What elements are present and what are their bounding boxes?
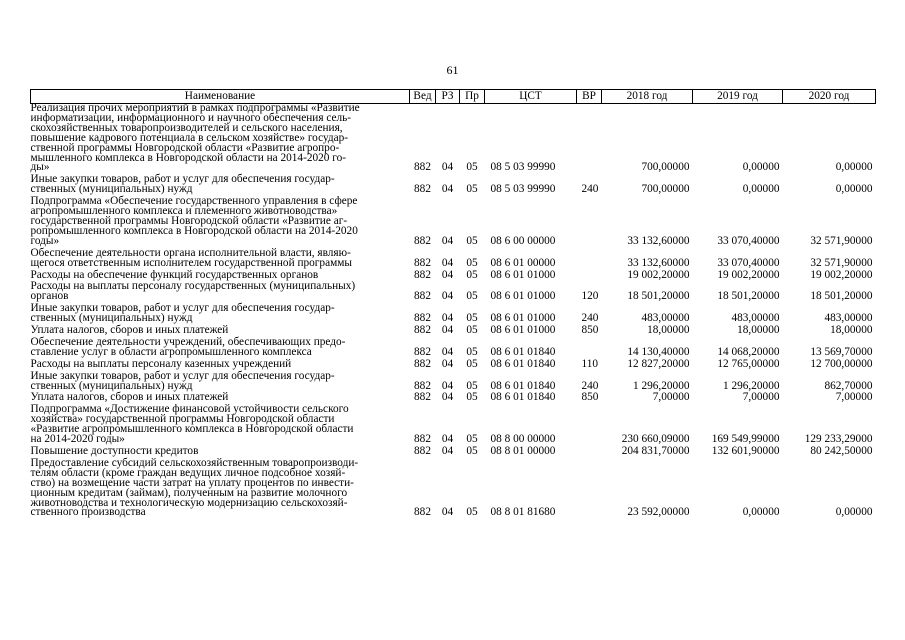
row-rz-cell: 04 bbox=[441, 290, 454, 303]
row-2019-cell: 1 296,20000 bbox=[723, 379, 780, 392]
row-name-cell: Расходы на обеспечение функций государственных органов bbox=[30, 268, 319, 281]
table-row bbox=[31, 302, 876, 324]
row-2020-cell: 7,00000 bbox=[835, 391, 873, 404]
row-pr-cell: 05 bbox=[466, 379, 478, 392]
row-2020-cell: 18 501,20000 bbox=[810, 290, 873, 303]
row-2019-cell: 0,00000 bbox=[742, 183, 780, 196]
row-ved-cell: 882 bbox=[414, 290, 431, 303]
row-ved-cell: 882 bbox=[414, 357, 431, 370]
row-vr-cell bbox=[577, 195, 602, 247]
row-vr-cell: 110 bbox=[581, 357, 599, 370]
row-rz-cell: 04 bbox=[441, 324, 454, 337]
row-rz-cell: 04 bbox=[441, 357, 454, 370]
table-row bbox=[31, 104, 876, 174]
row-cst-cell: 08 6 00 00000 bbox=[490, 234, 556, 247]
row-pr-cell: 05 bbox=[466, 345, 478, 358]
row-cst-cell: 08 6 01 01840 bbox=[490, 345, 556, 358]
row-vr-cell: 240 bbox=[581, 183, 599, 196]
row-2019-cell: 18 501,20000 bbox=[717, 290, 780, 303]
row-pr-cell: 05 bbox=[466, 506, 478, 519]
row-pr-cell: 05 bbox=[466, 183, 478, 196]
table-row bbox=[31, 391, 876, 403]
row-ved-cell: 882 bbox=[414, 161, 431, 174]
row-2018-cell: 33 132,60000 bbox=[627, 234, 690, 247]
row-2020-cell: 80 242,50000 bbox=[810, 445, 873, 457]
row-ved-cell: 882 bbox=[414, 183, 431, 196]
row-ved-cell: 882 bbox=[414, 234, 431, 247]
row-2020-cell: 32 571,90000 bbox=[810, 234, 873, 247]
row-name-cell: Обеспечение деятельности органа исполнительной власти, являю- щегося ответственным исполнителем государственной программы bbox=[30, 246, 352, 269]
row-pr-cell: 05 bbox=[466, 445, 478, 457]
table-body bbox=[31, 104, 876, 519]
row-vr-cell: 240 bbox=[581, 312, 599, 325]
row-ved-cell: 882 bbox=[414, 268, 431, 281]
row-vr-cell: 120 bbox=[581, 290, 599, 303]
row-name-cell: Расходы на выплаты персоналу государственных (муниципальных) органов bbox=[30, 280, 356, 303]
row-cst-cell: 08 6 01 01000 bbox=[490, 290, 556, 303]
row-2019-cell: 18,00000 bbox=[737, 324, 780, 337]
row-2020-cell: 32 571,90000 bbox=[810, 256, 873, 269]
row-cst-cell: 08 8 01 81680 bbox=[490, 506, 556, 519]
table-row bbox=[31, 324, 876, 336]
row-cst-cell: 08 6 01 00000 bbox=[490, 256, 556, 269]
row-2019-cell: 7,00000 bbox=[742, 391, 780, 404]
row-vr-cell bbox=[577, 269, 602, 281]
row-rz-cell: 04 bbox=[441, 161, 454, 174]
row-2018-cell: 700,00000 bbox=[641, 161, 690, 174]
table-row bbox=[31, 247, 876, 269]
row-rz-cell: 04 bbox=[441, 433, 454, 446]
row-pr-cell: 05 bbox=[466, 433, 478, 446]
row-2020-cell: 18,00000 bbox=[830, 324, 873, 337]
row-2020-cell: 12 700,00000 bbox=[810, 357, 873, 370]
row-ved-cell: 882 bbox=[414, 433, 431, 446]
row-vr-cell: 240 bbox=[581, 379, 599, 392]
row-2018-cell: 12 827,20000 bbox=[627, 357, 690, 370]
row-rz-cell: 04 bbox=[441, 345, 454, 358]
row-2019-cell: 12 765,00000 bbox=[717, 357, 780, 370]
row-cst-cell: 08 6 01 01000 bbox=[490, 324, 556, 337]
row-2018-cell: 204 831,70000 bbox=[621, 445, 690, 457]
row-cst-cell: 08 5 03 99990 bbox=[490, 161, 556, 174]
row-cst-cell: 08 6 01 01840 bbox=[490, 391, 556, 404]
row-rz-cell: 04 bbox=[441, 268, 454, 281]
row-pr-cell: 05 bbox=[466, 290, 478, 303]
row-2018-cell: 23 592,00000 bbox=[627, 506, 690, 519]
row-pr-cell: 05 bbox=[466, 161, 478, 174]
row-2019-cell: 0,00000 bbox=[742, 506, 780, 519]
row-2019-cell: 483,00000 bbox=[731, 312, 780, 325]
row-2019-cell: 169 549,99000 bbox=[711, 433, 780, 446]
row-rz-cell: 04 bbox=[441, 445, 454, 457]
table-row bbox=[31, 403, 876, 445]
row-2020-cell: 13 569,70000 bbox=[810, 345, 873, 358]
row-2020-cell: 862,70000 bbox=[824, 379, 873, 392]
row-name-cell: Иные закупки товаров, работ и услуг для обеспечения государ- ственных (муниципальных) нужд bbox=[30, 369, 335, 392]
row-ved-cell: 882 bbox=[414, 345, 431, 358]
row-vr-cell bbox=[577, 457, 602, 518]
row-cst-cell: 08 5 03 99990 bbox=[490, 183, 556, 196]
row-cst-cell: 08 6 01 01840 bbox=[490, 357, 556, 370]
row-vr-cell bbox=[577, 104, 602, 174]
row-name-cell: Предоставление субсидий сельскохозяйственным товаропроизводи- телям области (кроме граждан ведущих личное подсобное хозяй- ство) на возмещение части затрат на уплату процентов по инвести- ционным кредитам (займам), полученным на развитие молочного животноводства и технологическую модернизацию сельскохозяй- ственного производства bbox=[30, 456, 359, 519]
row-name-cell: Реализация прочих мероприятий в рамках подпрограммы «Развитие информатизации, информационного и научного обеспечения сель- скохозяйственных товаропроизводителей и сельского населения, повышение кадрового потенциала в сельском хозяйстве» государ- ственной программы Новгородской области «Развитие агропро- мышленного комплекса в Новгородской области на 2014-2020 го- ды» bbox=[30, 102, 360, 174]
row-pr-cell: 05 bbox=[466, 234, 478, 247]
row-ved-cell: 882 bbox=[414, 312, 431, 325]
table-row bbox=[31, 358, 876, 370]
header-ved: Вед bbox=[410, 90, 436, 104]
row-pr-cell: 05 bbox=[466, 357, 478, 370]
header-2019: 2019 год bbox=[693, 90, 783, 104]
row-cst-cell: 08 8 00 00000 bbox=[490, 433, 556, 446]
row-ved-cell: 882 bbox=[414, 391, 431, 404]
row-ved-cell: 882 bbox=[414, 445, 431, 457]
row-name-cell: Расходы на выплаты персоналу казенных учреждений bbox=[30, 357, 292, 370]
row-2018-cell: 700,00000 bbox=[641, 183, 690, 196]
row-name-cell: Подпрограмма «Достижение финансовой устойчивости сельского хозяйства» государственной программы Новгородской области «Развитие агропромышленного комплекса в Новгородской области на 2014-2020 годы» bbox=[30, 403, 354, 446]
row-ved-cell: 882 bbox=[414, 324, 431, 337]
row-ved-cell: 882 bbox=[414, 256, 431, 269]
header-vr: ВР bbox=[577, 90, 602, 104]
table-row bbox=[31, 269, 876, 281]
row-2018-cell: 18,00000 bbox=[647, 324, 690, 337]
row-rz-cell: 04 bbox=[441, 312, 454, 325]
row-pr-cell: 05 bbox=[466, 324, 478, 337]
header-rz: РЗ bbox=[436, 90, 460, 104]
row-2020-cell: 0,00000 bbox=[835, 506, 873, 519]
row-rz-cell: 04 bbox=[441, 183, 454, 196]
row-rz-cell: 04 bbox=[441, 506, 454, 519]
row-name-cell: Иные закупки товаров, работ и услуг для обеспечения государ- ственных (муниципальных) нужд bbox=[30, 173, 335, 196]
row-2018-cell: 230 660,09000 bbox=[621, 433, 690, 446]
header-pr: Пр bbox=[460, 90, 485, 104]
row-2018-cell: 19 002,20000 bbox=[627, 268, 690, 281]
row-cst-cell: 08 6 01 01000 bbox=[490, 312, 556, 325]
header-2020: 2020 год bbox=[783, 90, 876, 104]
table-row bbox=[31, 195, 876, 247]
table-row bbox=[31, 445, 876, 457]
row-pr-cell: 05 bbox=[466, 256, 478, 269]
row-2018-cell: 18 501,20000 bbox=[627, 290, 690, 303]
table-row bbox=[31, 173, 876, 195]
row-ved-cell: 882 bbox=[414, 379, 431, 392]
row-2019-cell: 33 070,40000 bbox=[717, 234, 780, 247]
row-name-cell: Уплата налогов, сборов и иных платежей bbox=[30, 391, 229, 404]
row-pr-cell: 05 bbox=[466, 391, 478, 404]
row-2020-cell: 19 002,20000 bbox=[810, 268, 873, 281]
row-2019-cell: 14 068,20000 bbox=[717, 345, 780, 358]
row-name-cell: Подпрограмма «Обеспечение государственного управления в сфере агропромышленного комплекса и племенного животноводства» государственной программы Новгородской области «Развитие аг- ропромышленного комплекса в Новгородской области на 2014-2020 годы» bbox=[30, 195, 358, 247]
row-name-cell: Обеспечение деятельности учреждений, обеспечивающих предо- ставление услуг в области агропромышленного комплекса bbox=[30, 335, 346, 358]
row-cst-cell: 08 6 01 01840 bbox=[490, 379, 556, 392]
row-2020-cell: 129 233,29000 bbox=[804, 433, 873, 446]
row-vr-cell bbox=[577, 403, 602, 445]
table-row bbox=[31, 457, 876, 518]
row-2020-cell: 483,00000 bbox=[824, 312, 873, 325]
table-row bbox=[31, 370, 876, 392]
row-rz-cell: 04 bbox=[441, 391, 454, 404]
row-2020-cell: 0,00000 bbox=[835, 183, 873, 196]
row-rz-cell: 04 bbox=[441, 256, 454, 269]
header-cst: ЦСТ bbox=[485, 90, 577, 104]
header-2018: 2018 год bbox=[602, 90, 693, 104]
row-2019-cell: 33 070,40000 bbox=[717, 256, 780, 269]
page-number: 61 bbox=[446, 63, 459, 77]
row-name-cell: Иные закупки товаров, работ и услуг для обеспечения государ- ственных (муниципальных) нужд bbox=[30, 302, 335, 325]
row-2018-cell: 483,00000 bbox=[641, 312, 690, 325]
row-pr-cell: 05 bbox=[466, 312, 478, 325]
row-name-cell: Уплата налогов, сборов и иных платежей bbox=[30, 324, 229, 337]
row-rz-cell: 04 bbox=[441, 379, 454, 392]
row-rz-cell: 04 bbox=[441, 234, 454, 247]
table-row bbox=[31, 280, 876, 302]
row-vr-cell: 850 bbox=[581, 391, 599, 404]
header-name: Наименование bbox=[31, 90, 410, 104]
row-2018-cell: 7,00000 bbox=[652, 391, 690, 404]
row-ved-cell: 882 bbox=[414, 506, 431, 519]
row-cst-cell: 08 6 01 01000 bbox=[490, 268, 556, 281]
row-2019-cell: 19 002,20000 bbox=[717, 268, 780, 281]
row-pr-cell: 05 bbox=[466, 268, 478, 281]
table-row bbox=[31, 336, 876, 358]
row-name-cell: Повышение доступности кредитов bbox=[30, 445, 199, 457]
row-2018-cell: 1 296,20000 bbox=[633, 379, 690, 392]
budget-table bbox=[30, 89, 876, 518]
row-vr-cell bbox=[577, 247, 602, 269]
row-cst-cell: 08 8 01 00000 bbox=[490, 445, 556, 457]
row-2020-cell: 0,00000 bbox=[835, 161, 873, 174]
row-2019-cell: 0,00000 bbox=[742, 161, 780, 174]
row-2019-cell: 132 601,90000 bbox=[711, 445, 780, 457]
row-vr-cell bbox=[577, 336, 602, 358]
row-2018-cell: 14 130,40000 bbox=[627, 345, 690, 358]
row-2018-cell: 33 132,60000 bbox=[627, 256, 690, 269]
row-vr-cell: 850 bbox=[581, 324, 599, 337]
row-vr-cell bbox=[577, 445, 602, 457]
